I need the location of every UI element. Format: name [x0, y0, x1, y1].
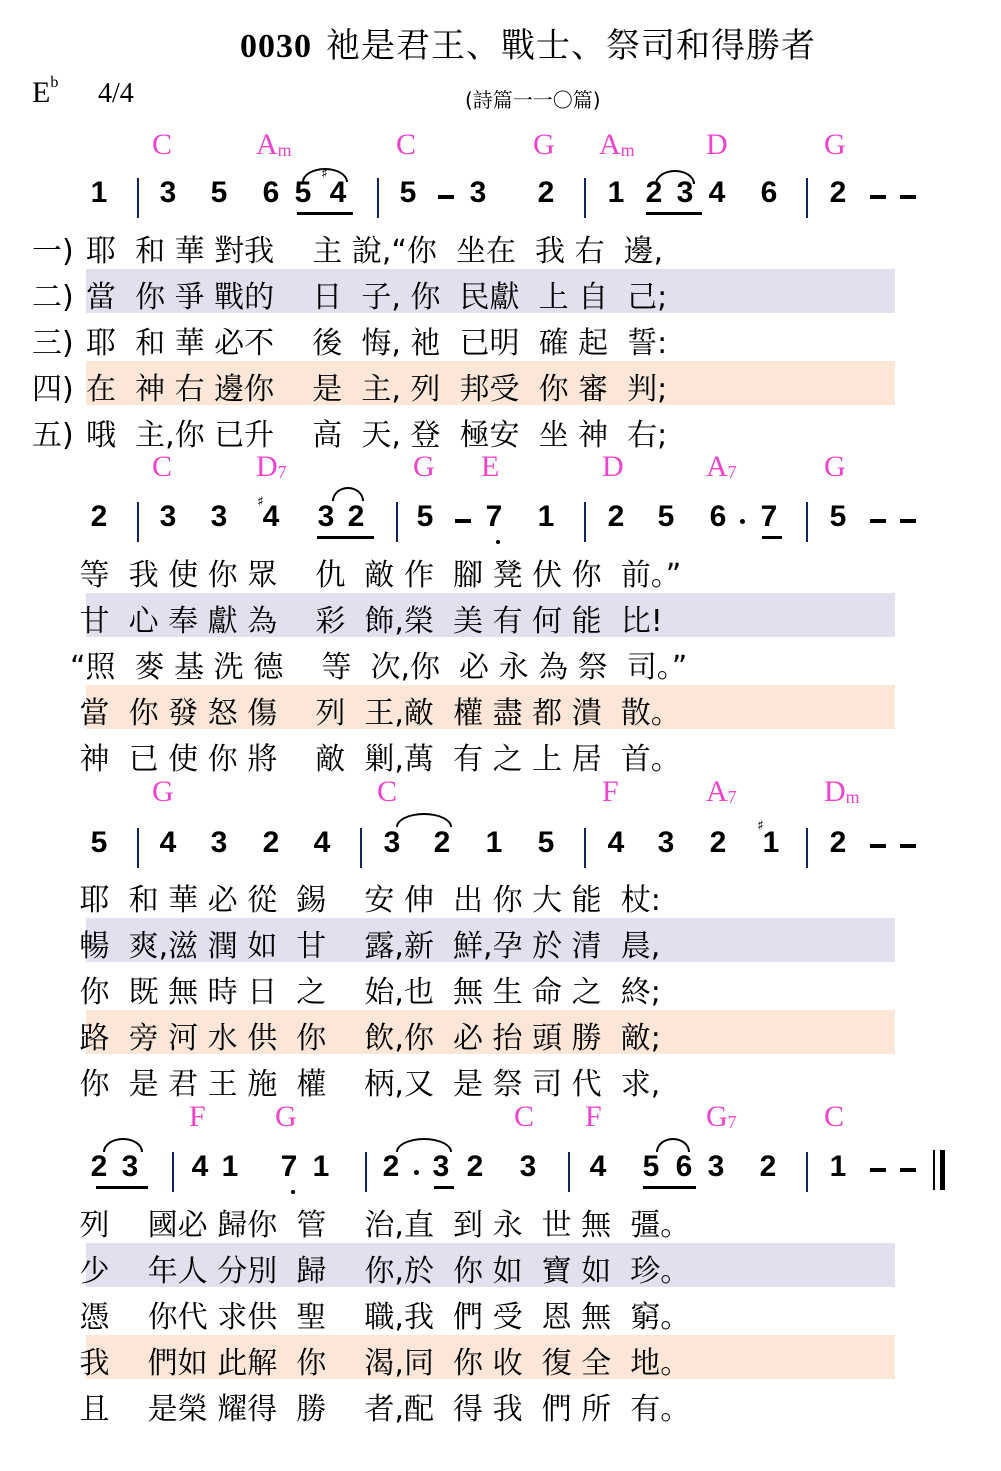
note: 1	[762, 826, 780, 859]
note: 7	[280, 1150, 298, 1183]
chord-symbol: $D_m$	[824, 775, 860, 808]
note: 5	[210, 176, 228, 209]
augmentation-dot	[414, 1170, 419, 1175]
chord-symbol: $A_7$	[706, 775, 737, 808]
eighth-beam	[317, 536, 374, 539]
note: 4	[589, 1150, 607, 1183]
barline	[396, 502, 398, 542]
note: 5	[416, 500, 434, 533]
note: 2	[90, 500, 108, 533]
key-signature	[32, 76, 58, 110]
barline	[584, 828, 586, 868]
lyric-line: 神 已 使 你 將 敵 剿,萬 有 之 上 居 首。	[70, 742, 681, 777]
note: 3	[469, 176, 487, 209]
eighth-beam	[96, 1186, 148, 1189]
note: 3	[707, 1150, 725, 1183]
note: 2	[382, 1150, 400, 1183]
key-letter: E	[32, 76, 51, 109]
chord-symbol: C	[152, 450, 173, 483]
sharp-sign: ♯	[757, 818, 764, 834]
barline	[806, 828, 808, 868]
chord-symbol: E	[481, 450, 500, 483]
note: 2	[759, 1150, 777, 1183]
eighth-beam	[762, 536, 782, 539]
eighth-beam	[297, 212, 353, 215]
lyric-line: “照 麥 基 洗 德 等 次,你 必 永 為 祭 司。”	[70, 650, 688, 685]
sustain-dash	[900, 844, 916, 848]
chord-symbol: F	[189, 1100, 206, 1133]
chord-symbol: $G_7$	[706, 1100, 737, 1133]
note: 4	[708, 176, 726, 209]
chord-symbol: D	[602, 450, 624, 483]
chord-symbol: C	[824, 1100, 845, 1133]
note: 2	[347, 500, 365, 533]
verse-number: 四)	[32, 372, 74, 407]
eighth-beam	[643, 1186, 696, 1189]
barline	[360, 828, 362, 868]
lyric-line: 你 是 君 王 施 權 柄,又 是 祭 司 代 求,	[70, 1067, 661, 1102]
chord-symbol: $A_m$	[599, 128, 635, 161]
note: 6	[675, 1150, 693, 1183]
note: 1	[537, 500, 555, 533]
note: 7	[760, 500, 778, 533]
chord-symbol: C	[152, 128, 173, 161]
note: 5	[90, 826, 108, 859]
final-barline-thick	[940, 1150, 945, 1190]
sustain-dash	[870, 519, 886, 523]
chord-symbol: F	[602, 775, 619, 808]
note: 5	[294, 176, 312, 209]
verse-number: 二)	[32, 280, 74, 315]
note: 6	[760, 176, 778, 209]
augmentation-dot	[740, 519, 745, 524]
verse-number: 三)	[32, 326, 74, 361]
lyric-line: 你 既 無 時 日 之 始,也 無 生 命 之 終;	[70, 975, 661, 1010]
sustain-dash	[870, 1168, 886, 1172]
note: 3	[210, 500, 228, 533]
verse-number: 五)	[32, 418, 74, 453]
note: 1	[221, 1150, 239, 1183]
flat-accidental: b	[50, 74, 59, 91]
note: 4	[159, 826, 177, 859]
note: 4	[607, 826, 625, 859]
lyric-line: 當 你 爭 戰的 日 子, 你 民獻 上 自 己;	[86, 280, 668, 315]
sustain-dash	[900, 519, 916, 523]
sustain-dash	[870, 844, 886, 848]
lyric-line: 少 年人 分別 歸 你,於 你 如 寶 如 珍。	[70, 1254, 691, 1289]
note: 6	[262, 176, 280, 209]
note: 2	[537, 176, 555, 209]
hymn-title	[240, 18, 816, 67]
lyric-line: 列 國必 歸你 管 治,直 到 永 世 無 彊。	[70, 1208, 691, 1243]
note: 3	[121, 1150, 139, 1183]
note: 6	[709, 500, 727, 533]
chord-symbol: $A_7$	[706, 450, 737, 483]
chord-symbol: C	[396, 128, 417, 161]
lyric-line: 當 你 發 怒 傷 列 王,敵 權 盡 都 潰 散。	[70, 696, 681, 731]
note: 1	[607, 176, 625, 209]
chord-symbol: G	[275, 1100, 297, 1133]
lyric-line: 路 旁 河 水 供 你 飲,你 必 抬 頭 勝 敵;	[70, 1021, 661, 1056]
barline	[806, 178, 808, 218]
lyric-line: 我 們如 此解 你 渴,同 你 收 復 全 地。	[70, 1346, 691, 1381]
barline	[568, 1152, 570, 1192]
barline	[137, 178, 139, 218]
note: 2	[433, 826, 451, 859]
note: 3	[210, 826, 228, 859]
chord-symbol: G	[413, 450, 435, 483]
lyric-line: 暢 爽,滋 潤 如 甘 露,新 鮮,孕 於 清 晨,	[70, 929, 661, 964]
barline	[806, 1152, 808, 1192]
chord-symbol: D	[706, 128, 728, 161]
chord-symbol: $D_7$	[256, 450, 287, 483]
barline	[137, 502, 139, 542]
chord-symbol: C	[514, 1100, 535, 1133]
barline	[172, 1152, 174, 1192]
note: 7	[485, 500, 503, 533]
barline	[377, 178, 379, 218]
barline	[584, 178, 586, 218]
lyric-line: 耶 和 華 必不 後 悔, 祂 已明 確 起 誓:	[86, 326, 668, 361]
final-barline-thin	[933, 1150, 935, 1190]
chord-symbol: G	[152, 775, 174, 808]
note: 2	[829, 176, 847, 209]
sharp-sign: ♯	[321, 166, 328, 182]
note: 1	[485, 826, 503, 859]
lyric-line: 甘 心 奉 獻 為 彩 飾,榮 美 有 何 能 比!	[70, 604, 663, 639]
sustain-dash	[455, 519, 471, 523]
note: 5	[399, 176, 417, 209]
low-octave-dot	[291, 1190, 295, 1194]
hymn-title-text: 祂是君王、戰士、祭司和得勝者	[326, 26, 816, 66]
note: 3	[657, 826, 675, 859]
note: 2	[645, 176, 663, 209]
note: 3	[159, 500, 177, 533]
lyric-line: 在 神 右 邊你 是 主, 列 邦受 你 審 判;	[86, 372, 668, 407]
note: 3	[432, 1150, 450, 1183]
note: 4	[313, 826, 331, 859]
chord-symbol: C	[377, 775, 398, 808]
sustain-dash	[438, 195, 454, 199]
note: 3	[159, 176, 177, 209]
note: 2	[607, 500, 625, 533]
chord-symbol: G	[533, 128, 555, 161]
sustain-dash	[870, 195, 886, 199]
note: 5	[642, 1150, 660, 1183]
hymn-number: 0030	[240, 28, 312, 65]
note: 1	[829, 1150, 847, 1183]
eighth-beam	[646, 212, 702, 215]
note: 5	[537, 826, 555, 859]
sharp-sign: ♯	[257, 494, 264, 510]
note: 1	[90, 176, 108, 209]
time-signature: 4/4	[98, 78, 134, 109]
chord-symbol: F	[585, 1100, 602, 1133]
sustain-dash	[900, 1168, 916, 1172]
note: 2	[262, 826, 280, 859]
barline	[137, 828, 139, 868]
slur	[332, 487, 364, 501]
note: 2	[709, 826, 727, 859]
scripture-reference: (詩篇一一〇篇)	[465, 88, 601, 112]
low-octave-dot	[496, 540, 500, 544]
chord-symbol: G	[824, 128, 846, 161]
lyric-line: 等 我 使 你 眾 仇 敵 作 腳 凳 伏 你 前。”	[70, 558, 682, 593]
sixteenth-beam	[434, 1186, 454, 1189]
lyric-line: 且 是榮 耀得 勝 者,配 得 我 們 所 有。	[70, 1392, 691, 1427]
note: 3	[519, 1150, 537, 1183]
chord-symbol: $A_m$	[256, 128, 292, 161]
barline	[806, 502, 808, 542]
note: 3	[383, 826, 401, 859]
note: 5	[829, 500, 847, 533]
chord-symbol: G	[824, 450, 846, 483]
note: 4	[329, 176, 347, 209]
barline	[365, 1152, 367, 1192]
note: 2	[466, 1150, 484, 1183]
sustain-dash	[900, 195, 916, 199]
barline	[584, 502, 586, 542]
note: 4	[191, 1150, 209, 1183]
note: 2	[829, 826, 847, 859]
note: 3	[317, 500, 335, 533]
note: 5	[657, 500, 675, 533]
slur	[396, 813, 452, 827]
lyric-line: 憑 你代 求供 聖 職,我 們 受 恩 無 窮。	[70, 1300, 691, 1335]
verse-number: 一)	[32, 234, 74, 269]
note: 2	[90, 1150, 108, 1183]
lyric-line: 耶 和 華 必 從 錫 安 伸 出 你 大 能 杖:	[70, 883, 661, 918]
note: 1	[312, 1150, 330, 1183]
note: 3	[676, 176, 694, 209]
note: 4	[262, 500, 280, 533]
lyric-line: 耶 和 華 對我 主 說,“你 坐在 我 右 邊,	[86, 234, 664, 269]
lyric-line: 哦 主,你 已升 高 天, 登 極安 坐 神 右;	[86, 418, 668, 453]
